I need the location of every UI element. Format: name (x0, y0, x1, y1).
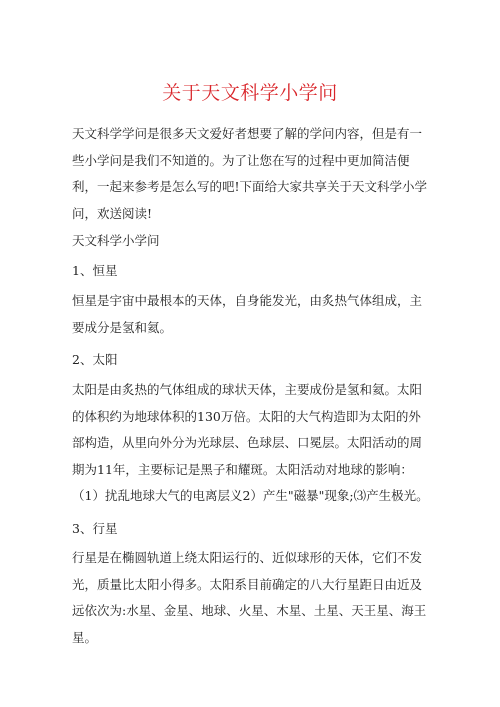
intro-paragraph: 天文科学学问是很多天文爱好者想要了解的学问内容，但是有一些小学问是我们不知道的。为了让您在写的过程中更加简洁便利，一起来参考是怎么写的吧!下面给大家共享关于天文科学小学问，欢送阅读! (72, 126, 428, 221)
document-title: 关于天文科学小学问 (162, 82, 338, 104)
item-3-heading: 3、行星 (72, 521, 118, 536)
item-1-heading: 1、恒星 (72, 263, 118, 278)
section-title: 天文科学小学问 (72, 233, 160, 248)
item-3-body: 行星是在椭圆轨道上绕太阳运行的、近似球形的天体，它们不发光，质量比太阳小得多。太阳系目前确定的八大行星距日由近及远依次为:水星、金星、地球、火星、木星、土星、天王星、海王星。 (72, 550, 427, 645)
item-2-heading: 2、太阳 (72, 352, 118, 367)
item-1-body: 恒星是宇宙中最根本的天体，自身能发光，由炙热气体组成，主要成分是氢和氦。 (72, 293, 423, 335)
item-2-body: 太阳是由炙热的气体组成的球状天体，主要成份是氢和氦。太阳的体积约为地球体积的130万倍。太阳的大气构造即为太阳的外部构造，从里向外分为光球层、色球层、口冕层。太阳活动的周期为11年，主要标记是黑子和耀斑。太阳活动对地球的影响：（1）扰乱地球大气的电离层义2）产生"磁暴"现象;⑶产生极光。 (72, 382, 429, 503)
